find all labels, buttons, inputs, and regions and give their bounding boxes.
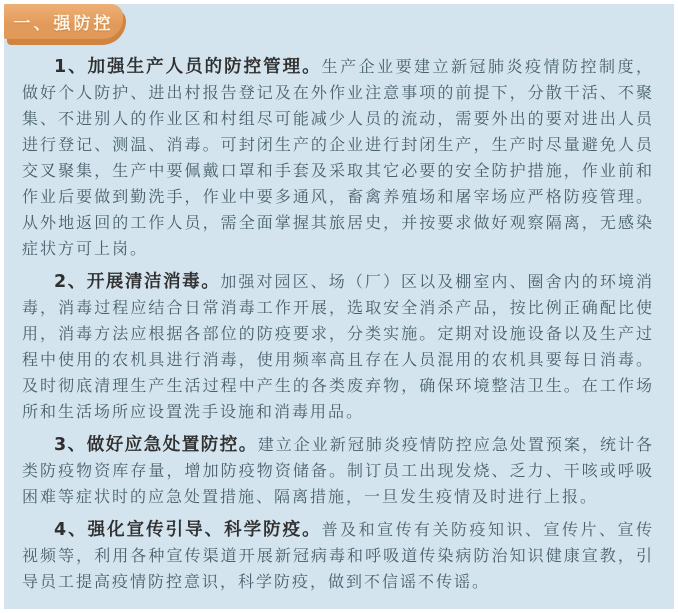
section-badge-label: 一、强防控 <box>13 14 114 34</box>
paragraph-3 <box>22 432 654 510</box>
document-body <box>22 54 654 602</box>
paragraph-2 <box>22 269 654 425</box>
paragraph-4 <box>22 517 654 595</box>
paragraph-4-lead: 4、强化宣传引导、科学防疫。 <box>54 520 322 540</box>
paragraph-2-text: 加强对园区、场（厂）区以及棚室内、圈舍内的环境消毒，消毒过程应结合日常消毒工作开展，选取安全消杀产品，按比例正确配比使用，消毒方法应根据各部位的防疫要求，分类实施。定期对设施设备以及生产过程中使用的农机具进行消毒，使用频率高且存在人员混用的农机具要每日消毒。及时彻底清理生产生活过程中产生的各类废弃物，确保环境整洁卫生。在工作场所和生活场所应设置洗手设施和消毒用品。 <box>22 272 654 421</box>
paragraph-3-text: 建立企业新冠肺炎疫情防控应急处置预案，统计各类防疫物资库存量，增加防疫物资储备。制订员工出现发烧、乏力、干咳或呼吸困难等症状时的应急处置措施、隔离措施，一旦发生疫情及时进行上报。 <box>22 435 654 506</box>
paragraph-2-lead: 2、开展清洁消毒。 <box>54 272 221 292</box>
paragraph-1 <box>22 54 654 262</box>
paragraph-1-lead: 1、加强生产人员的防控管理。 <box>54 57 322 77</box>
badge-background-shape <box>4 4 123 39</box>
paragraph-3-lead: 3、做好应急处置防控。 <box>54 435 258 455</box>
section-badge <box>4 4 123 41</box>
paragraph-4-text: 普及和宣传有关防疫知识、宣传片、宣传视频等，利用各种宣传渠道开展新冠病毒和呼吸道传染病防治知识健康宣教，引导员工提高疫情防控意识，科学防疫，做到不信谣不传谣。 <box>22 520 654 591</box>
paragraph-1-text: 生产企业要建立新冠肺炎疫情防控制度，做好个人防护、进出村报告登记及在外作业注意事项的前提下，分散干活、不聚集、不进别人的作业区和村组尽可能减少人员的流动，需要外出的要对进出人员进行登记、测温、消毒。可封闭生产的企业进行封闭生产，生产时尽量避免人员交叉聚集，生产中要佩戴口罩和手套及采取其它必要的安全防护措施，作业前和作业后要做到勤洗手，作业中要多通风，畜禽养殖场和屠宰场应严格防疫管理。从外地返回的工作人员，需全面掌握其旅居史，并按要求做好观察隔离，无感染症状方可上岗。 <box>22 57 654 258</box>
